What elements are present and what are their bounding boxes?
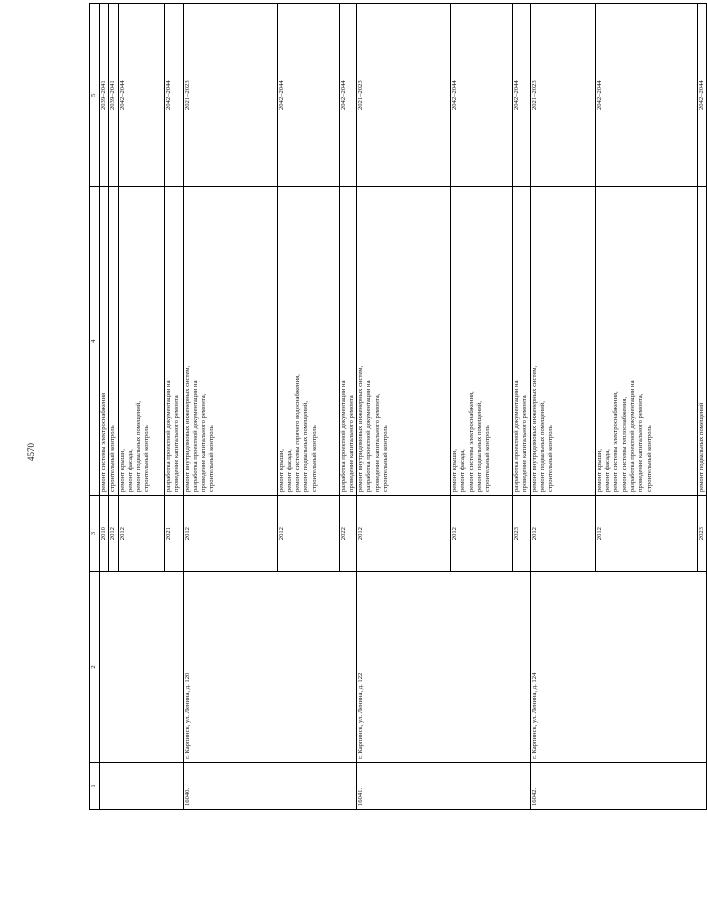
work-line: разработка проектной документации на — [164, 380, 172, 492]
table-row — [357, 4, 451, 810]
record-address: г. Карпинск, ул. Ленина, д. 124 — [530, 572, 706, 763]
work-line: ремонт системы горячего водоснабжения, — [294, 374, 302, 492]
record-number: 16042. — [530, 762, 706, 809]
work-line: проведение капитального ремонта — [521, 395, 529, 492]
work-line: проведение капитального ремонта, — [637, 393, 645, 492]
work-cell: строительный контроль — [109, 187, 118, 496]
work-line: ремонт системы теплоснабжения, — [620, 396, 628, 492]
year-cell: 2012 — [277, 495, 339, 571]
work-line: ремонт крыши, — [118, 449, 126, 492]
work-cell — [595, 187, 697, 496]
table-row — [183, 4, 277, 810]
page-number: 4570 — [26, 443, 36, 461]
work-cell — [118, 187, 164, 496]
work-line: ремонт фасада, — [604, 449, 612, 492]
work-line: ремонт подвальных помещений, — [302, 400, 310, 492]
work-line: проведение капитального ремонта — [347, 395, 355, 492]
year-cell: 2012 — [530, 495, 595, 571]
year-cell: 2023 — [697, 495, 706, 571]
period-cell: 2042–2044 — [339, 4, 357, 187]
period-cell: 2021–2023 — [183, 4, 277, 187]
work-line: проведение капитального ремонта, — [200, 393, 208, 492]
work-line: ремонт фасада, — [126, 449, 134, 492]
period-cell: 2042–2044 — [118, 4, 164, 187]
period-cell: 2039–2041 — [100, 4, 109, 187]
period-cell: 2042–2044 — [697, 4, 706, 187]
table-row — [530, 4, 595, 810]
period-cell: 2042–2044 — [451, 4, 513, 187]
year-cell: 2012 — [109, 495, 118, 571]
year-cell: 2012 — [451, 495, 513, 571]
period-cell: 2042–2044 — [164, 4, 183, 187]
work-line: ремонт фасада, — [459, 449, 467, 492]
record-number: 16040. — [183, 762, 357, 809]
header-col-5: 5 — [90, 4, 100, 187]
work-line: проведение капитального ремонта — [172, 395, 180, 492]
work-cell — [530, 187, 595, 496]
year-cell: 2012 — [595, 495, 697, 571]
work-line: ремонт крыши, — [277, 449, 285, 492]
year-cell: 2022 — [339, 495, 357, 571]
work-line: ремонт крыши, — [595, 449, 603, 492]
record-address: г. Карпинск, ул. Ленина, д. 120 — [183, 572, 357, 763]
work-line: проведение капитального ремонта, — [373, 393, 381, 492]
period-cell: 2042–2044 — [277, 4, 339, 187]
period-cell: 2042–2044 — [595, 4, 697, 187]
table-row — [100, 4, 109, 810]
repair-schedule-table — [89, 3, 707, 810]
work-cell — [513, 187, 531, 496]
period-cell: 2039–2041 — [109, 4, 118, 187]
rotated-table-container — [89, 3, 705, 810]
work-line: ремонт внутридомовых инженерных систем, — [183, 365, 191, 492]
work-line: ремонт подвальных помещений, — [539, 400, 547, 492]
work-line: ремонт внутридомовых инженерных систем, — [357, 365, 365, 492]
period-cell: 2021–2023 — [357, 4, 451, 187]
work-cell — [451, 187, 513, 496]
work-line: разработка проектной документации на — [339, 380, 347, 492]
year-cell: 2012 — [183, 495, 277, 571]
work-line: ремонт крыши, — [451, 449, 459, 492]
record-address: г. Карпинск, ул. Ленина, д. 122 — [357, 572, 531, 763]
header-col-1: 1 — [90, 762, 100, 809]
header-col-4: 4 — [90, 187, 100, 496]
work-cell — [183, 187, 277, 496]
work-cell: ремонт системы электроснабжения — [100, 187, 109, 496]
header-col-2: 2 — [90, 572, 100, 763]
work-cell: ремонт подвальных помещений — [697, 187, 706, 496]
work-cell — [357, 187, 451, 496]
year-cell: 2012 — [118, 495, 164, 571]
work-line: ремонт подвальных помещений, — [135, 400, 143, 492]
year-cell: 2010 — [100, 495, 109, 571]
work-line: ремонт системы электроснабжения, — [467, 391, 475, 492]
work-line: строительный контроль — [645, 425, 653, 492]
work-line: ремонт системы электроснабжения, — [612, 391, 620, 492]
period-cell: 2021–2023 — [530, 4, 595, 187]
work-line: строительный контроль — [143, 425, 151, 492]
period-cell: 2042–2044 — [513, 4, 531, 187]
num-cell — [100, 762, 184, 809]
year-cell: 2021 — [164, 495, 183, 571]
table-header-row — [90, 4, 100, 810]
address-cell — [100, 572, 184, 763]
work-line: разработка проектной документации на — [513, 380, 521, 492]
work-line: разработка проектной документации на — [365, 380, 373, 492]
year-cell: 2023 — [513, 495, 531, 571]
work-cell — [164, 187, 183, 496]
header-col-3: 3 — [90, 495, 100, 571]
work-line: разработка проектной документации на — [191, 380, 199, 492]
year-cell: 2012 — [357, 495, 451, 571]
work-line: строительный контроль — [484, 425, 492, 492]
work-line: строительный контроль — [382, 425, 390, 492]
work-line: разработка проектной документации на — [628, 380, 636, 492]
work-line: ремонт подвальных помещений, — [476, 400, 484, 492]
work-line: строительный контроль — [208, 425, 216, 492]
work-line: ремонт внутридомовых инженерных систем, — [530, 365, 538, 492]
work-line: ремонт фасада, — [285, 449, 293, 492]
work-line: строительный контроль — [547, 425, 555, 492]
record-number: 16041. — [357, 762, 531, 809]
work-line: строительный контроль — [310, 425, 318, 492]
work-cell — [277, 187, 339, 496]
work-cell — [339, 187, 357, 496]
